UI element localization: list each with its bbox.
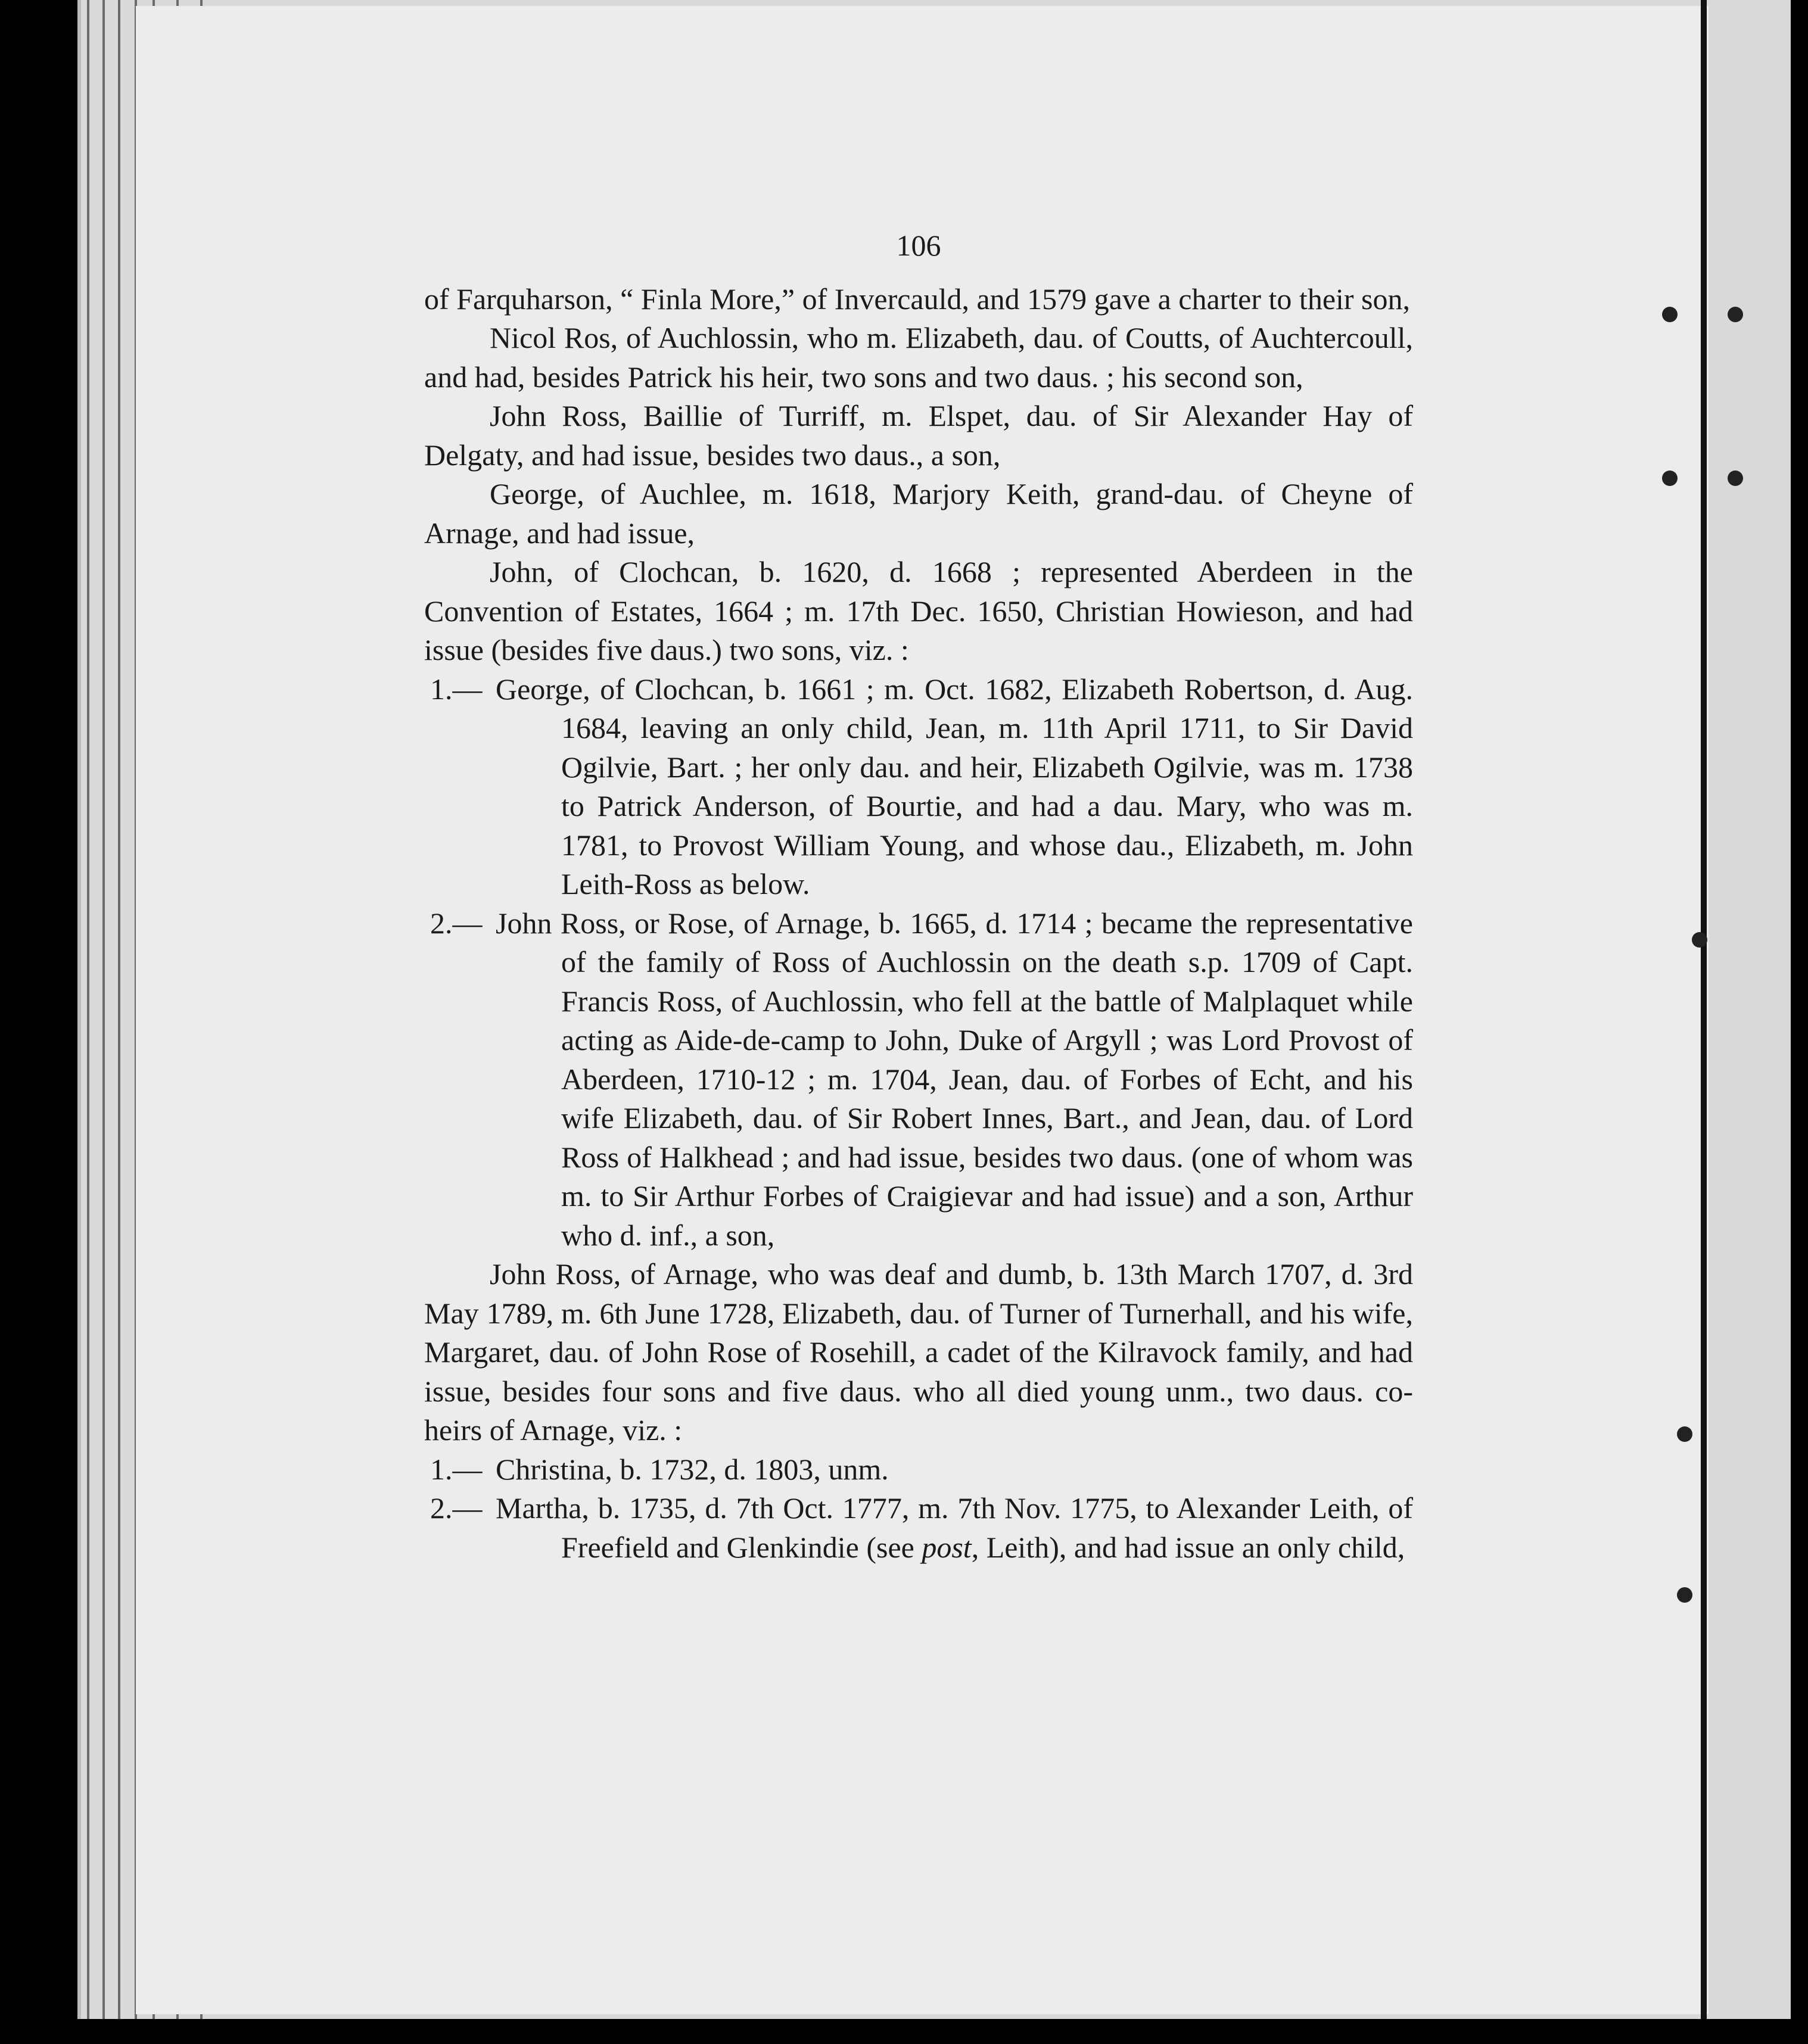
- page-edge: [102, 0, 105, 2019]
- paragraph: John, of Clochcan, b. 1620, d. 1668 ; represented Aberdeen in the Convention of Estates, 1664 ; m. 17th Dec. 1650, Christian Howieson, and had issue (besides five daus.) two sons, viz. :: [424, 555, 1413, 666]
- list-item-text: George, of Clochcan, b. 1661 ; m. Oct. 1682, Elizabeth Robertson, d. Aug. 1684, leaving an only child, Jean, m. 11th April 1711, to Sir David Ogilvie, Bart. ; her only dau. and heir, Elizabeth Ogilvie, was m. 1738 to Patrick Anderson, of Bourtie, and had a dau. Mary, who was m. 1781, to Provost William Young, and whose dau., Elizabeth, m. John Leith-Ross as below.: [496, 672, 1413, 901]
- binding-hole: [1728, 471, 1743, 486]
- paragraph: George, of Auchlee, m. 1618, Marjory Keith, grand-dau. of Cheyne of Arnage, and had issue,: [424, 477, 1413, 550]
- binding-hole: [1692, 932, 1707, 948]
- paragraph: Nicol Ros, of Auchlossin, who m. Elizabeth, dau. of Coutts, of Auchtercoull, and had, besides Patrick his heir, two sons and two daus. ; his second son,: [424, 321, 1413, 394]
- page-edge: [87, 0, 89, 2019]
- list-item: 2.— John Ross, or Rose, of Arnage, b. 1665, d. 1714 ; became the representative of the family of Ross of Auchlossin on the death s.p. 1709 of Capt. Francis Ross, of Auchlossin, who fell at the battle of Malplaquet while acting as Aide-de-camp to John, Duke of Argyll ; was Lord Provost of Aberdeen, 1710-12 ; m. 1704, Jean, dau. of Forbes of Echt, and his wife Elizabeth, dau. of Sir Robert Innes, Bart., and Jean, dau. of Lord Ross of Halkhead ; and had issue, besides two daus. (one of whom was m. to Sir Arthur Forbes of Craigievar and had issue) and a son, Arthur who d. inf., a son,: [430, 906, 1413, 1252]
- binding-hole: [1728, 307, 1743, 322]
- page-text: [424, 226, 1413, 1567]
- binding-hole: [1662, 307, 1678, 322]
- list-item: 1.— Christina, b. 1732, d. 1803, unm.: [430, 1452, 889, 1486]
- list-item: 1.— George, of Clochcan, b. 1661 ; m. Oct. 1682, Elizabeth Robertson, d. Aug. 1684, leaving an only child, Jean, m. 11th April 1711, to Sir David Ogilvie, Bart. ; her only dau. and heir, Elizabeth Ogilvie, was m. 1738 to Patrick Anderson, of Bourtie, and had a dau. Mary, who was m. 1781, to Provost William Young, and whose dau., Elizabeth, m. John Leith-Ross as below.: [430, 672, 1413, 901]
- page-edge: [118, 0, 120, 2019]
- binding-hole: [1662, 471, 1678, 486]
- page-number: 106: [896, 229, 941, 262]
- list-item-text: John Ross, or Rose, of Arnage, b. 1665, d. 1714 ; became the representative of the family of Ross of Auchlossin on the death s.p. 1709 of Capt. Francis Ross, of Auchlossin, who fell at the battle of Malplaquet while acting as Aide-de-camp to John, Duke of Argyll ; was Lord Provost of Aberdeen, 1710-12 ; m. 1704, Jean, dau. of Forbes of Echt, and his wife Elizabeth, dau. of Sir Robert Innes, Bart., and Jean, dau. of Lord Ross of Halkhead ; and had issue, besides two daus. (one of whom was m. to Sir Arthur Forbes of Craigievar and had issue) and a son, Arthur who d. inf., a son,: [496, 906, 1413, 1252]
- paragraph: of Farquharson, “ Finla More,” of Invercauld, and 1579 gave a charter to their son,: [424, 282, 1411, 316]
- list-item-text: Martha, b. 1735, d. 7th Oct. 1777, m. 7th Nov. 1775, to Alexander Leith, of Freefield and Glenkindie (see: [496, 1491, 1413, 1564]
- paragraph: John Ross, of Arnage, who was deaf and dumb, b. 13th March 1707, d. 3rd May 1789, m. 6th June 1728, Elizabeth, dau. of Turner of Turnerhall, and his wife, Margaret, dau. of John Rose of Rosehill, a cadet of the Kilravock family, and had issue, besides four sons and five daus. who all died young unm., two daus. co-heirs of Arnage, viz. :: [424, 1257, 1413, 1447]
- list-item-italic: post: [922, 1530, 972, 1564]
- book-spine: [1701, 0, 1707, 2019]
- binding-hole: [1677, 1587, 1692, 1603]
- binding-hole: [1677, 1426, 1692, 1442]
- list-item-text: , Leith), and had issue an only child,: [971, 1530, 1405, 1564]
- list-item: 2.— Martha, b. 1735, d. 7th Oct. 1777, m. 7th Nov. 1775, to Alexander Leith, of Freefield and Glenkindie (see post, Leith), and had issue an only child,: [430, 1491, 1413, 1564]
- list-item-text: Christina, b. 1732, d. 1803, unm.: [496, 1452, 889, 1486]
- paragraph: John Ross, Baillie of Turriff, m. Elspet, dau. of Sir Alexander Hay of Delgaty, and had issue, besides two daus., a son,: [424, 399, 1413, 472]
